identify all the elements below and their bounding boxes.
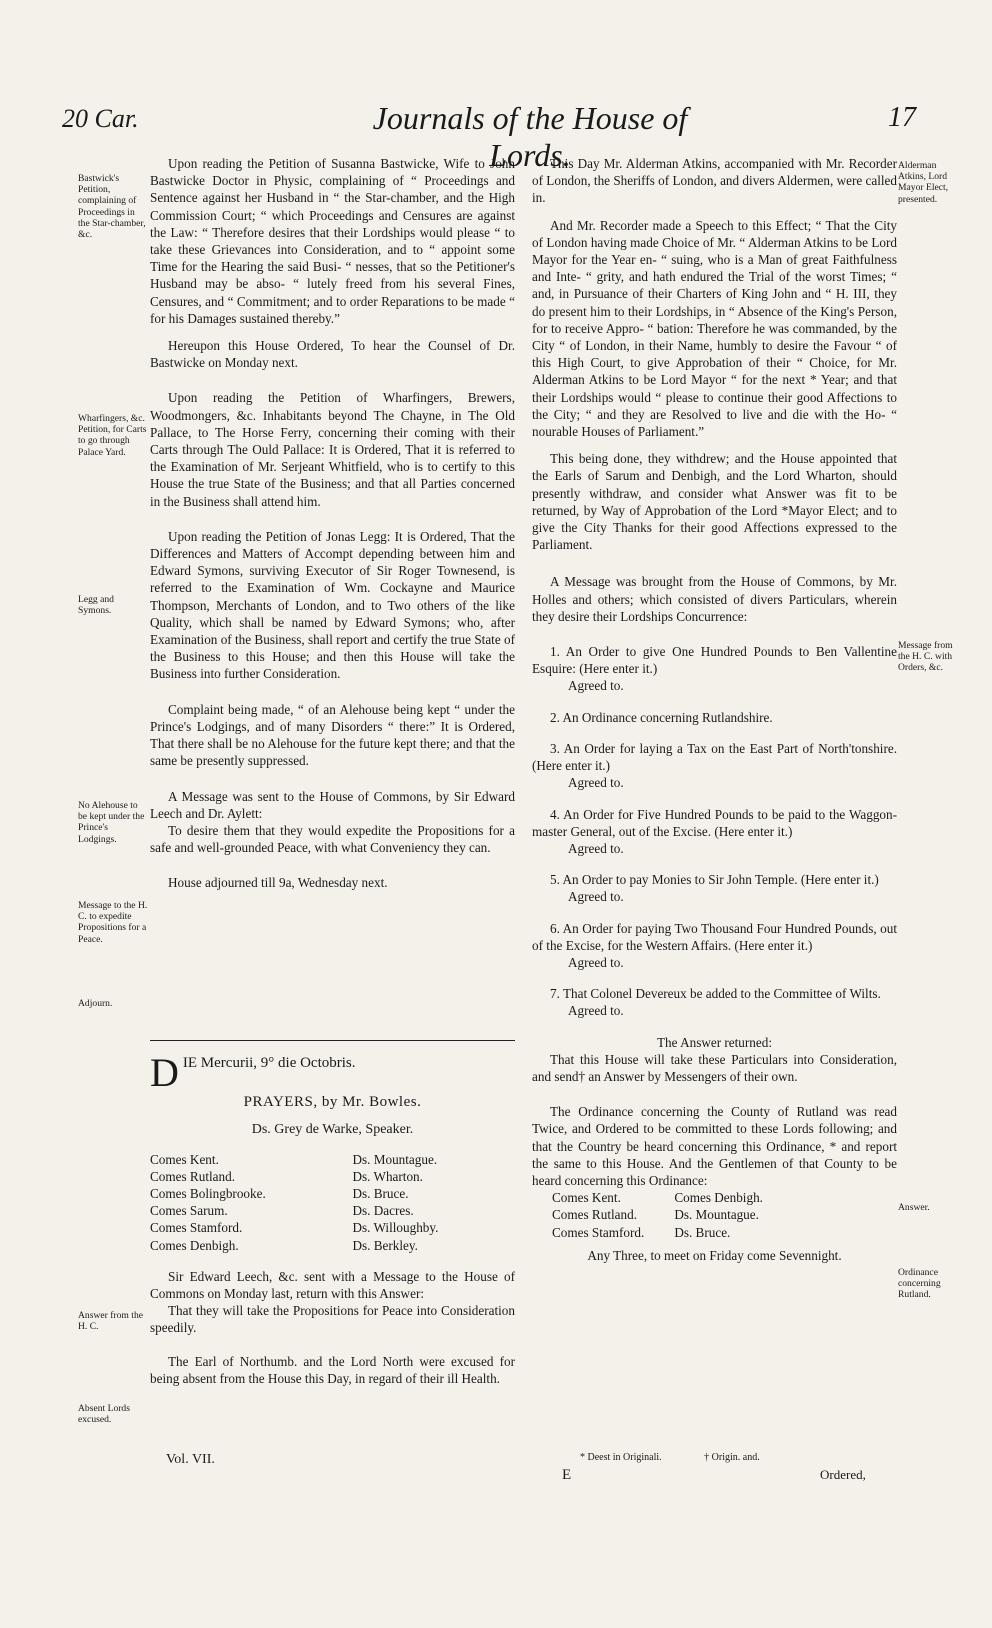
page-number: 17 bbox=[888, 102, 916, 133]
paragraph: A Message was brought from the House of Commons, by Mr. Holles and others; which consisted of divers Particulars, wherein they desire their Lordships Concurrence: bbox=[532, 574, 897, 624]
attendance-name: Ds. Willoughby. bbox=[352, 1220, 439, 1236]
attendance-name: Comes Denbigh. bbox=[150, 1237, 239, 1253]
paragraph: That they will take the Propositions for Peace into Consideration speedily. bbox=[150, 1303, 515, 1336]
paragraph: The Earl of Northumb. and the Lord North were excused for being absent from the House this Day, in regard of their ill Health. bbox=[150, 1353, 515, 1386]
footnotes bbox=[580, 1452, 800, 1463]
margin-note-wharfingers: Wharfingers, &c. Petition, for Carts to go through Palace Yard. bbox=[78, 413, 147, 458]
committee-name: Comes Stamford. bbox=[552, 1224, 645, 1240]
paragraph: This Day Mr. Alderman Atkins, accompanied with Mr. Recorder of London, the Sheriffs of London, and divers Aldermen, were called in. bbox=[532, 156, 897, 206]
message-item: 7. That Colonel Devereux be added to the Committee of Wilts. bbox=[550, 986, 881, 1002]
attendance-name: Ds. Wharton. bbox=[352, 1168, 423, 1184]
committee-domini bbox=[674, 1189, 763, 1241]
message-item: 4. An Order for Five Hundred Pounds to be paid to the Waggon-master General, out of the Excise. (Here enter it.) bbox=[532, 806, 897, 839]
margin-note-absent: Absent Lords excused. bbox=[78, 1403, 130, 1426]
attendance-domini bbox=[353, 1151, 516, 1254]
agreed-line: Agreed to. bbox=[568, 1003, 624, 1019]
attendance-name: Comes Rutland. bbox=[150, 1168, 235, 1184]
meeting-line: Any Three, to meet on Friday come Sevennight. bbox=[587, 1247, 842, 1263]
paragraph: The Ordinance concerning the County of Rutland was read Twice, and Ordered to be committed to these Lords following; and that the Country be heard concerning this Ordinance, * and report the same to this House. And the Gentlemen of that County to be heard concerning this Ordinance: bbox=[532, 1104, 897, 1188]
paragraph: Upon reading the Petition of Susanna Bastwicke, Wife to John Bastwicke Doctor in Physic, complaining of “ Proceedings and Sentence against her Husband in “ the Star-chamber, and the High Commission Court; “ which Proceedings and Censures are against the Law: “ Therefore desires that their Lordships would please “ to take these Grievances into Consideration, and to “ appoint some Time for the Hearing the said Busi- “ nesses, that so the Petitioner's Husband may be abso- “ lutely freed from his several Fines, Censures, and “ Commitment; and to order Reparations to be made “ for his Damages sustained thereby.” bbox=[150, 156, 515, 326]
running-title: Journals of the House of Lords. bbox=[372, 100, 688, 173]
attendance-list bbox=[150, 1151, 515, 1254]
paragraph: House adjourned till 9a, Wednesday next. bbox=[168, 875, 388, 891]
signature-mark: E bbox=[562, 1467, 572, 1483]
catchword: Ordered, bbox=[820, 1467, 866, 1482]
header-left: 20 Car. bbox=[62, 104, 139, 133]
margin-note-bastwick: Bastwick's Petition, complaining of Proceedings in the Star-chamber, &c. bbox=[78, 173, 146, 241]
footnote: † Origin. and. bbox=[704, 1452, 760, 1463]
message-item: 5. An Order to pay Monies to Sir John Temple. (Here enter it.) bbox=[550, 872, 879, 888]
attendance-name: Ds. Berkley. bbox=[352, 1237, 418, 1253]
volume-mark: Vol. VII. bbox=[166, 1452, 215, 1467]
attendance-name: Ds. Dacres. bbox=[352, 1203, 414, 1219]
committee-comites bbox=[552, 1189, 644, 1241]
paragraph: Hereupon this House Ordered, To hear the Counsel of Dr. Bastwicke on Monday next. bbox=[150, 338, 515, 371]
paragraph: This being done, they withdrew; and the House appointed that the Earls of Sarum and Denbigh, and the Lord Wharton, should presently withdraw, and consider what Answer was fit to be returned, by Way of Approbation of the Lord *Mayor Elect; and to give the City Thanks for their good Affections expressed to the Parliament. bbox=[532, 451, 897, 553]
committee-name: Ds. Bruce. bbox=[674, 1224, 731, 1240]
date-heading: DIE Mercurii, 9° die Octobris. bbox=[150, 1050, 356, 1095]
left-column-lower bbox=[150, 1050, 515, 1387]
speaker-line: Ds. Grey de Warke, Speaker. bbox=[251, 1122, 414, 1138]
footnote: * Deest in Originali. bbox=[580, 1452, 662, 1463]
attendance-name: Ds. Bruce. bbox=[352, 1186, 409, 1202]
message-item: 3. An Order for laying a Tax on the East Part of North'tonshire. (Here enter it.) bbox=[532, 740, 897, 774]
committee-list bbox=[532, 1189, 897, 1241]
margin-note-legg: Legg and Symons. bbox=[78, 594, 114, 617]
margin-note-message: Message to the H. C. to expedite Propositions for a Peace. bbox=[78, 900, 148, 945]
paragraph: Sir Edward Leech, &c. sent with a Message to the House of Commons on Monday last, return with this Answer: bbox=[150, 1268, 515, 1302]
agreed-line: Agreed to. bbox=[568, 840, 624, 856]
attendance-name: Comes Stamford. bbox=[150, 1220, 243, 1236]
left-column bbox=[150, 155, 515, 892]
margin-note-rutland: Ordinance concerning Rutland. bbox=[898, 1267, 941, 1301]
message-item: 2. An Ordinance concerning Rutlandshire. bbox=[550, 709, 773, 725]
agreed-line: Agreed to. bbox=[568, 678, 624, 694]
paragraph: Upon reading the Petition of Jonas Legg: It is Ordered, That the Differences and Matters of Accompt depending between him and Edward Symons, surviving Executor of Sir Roger Townesend, is referred to the Examination of Wm. Cockayne and Maurice Thompson, Merchants of London, and to Two others of the like Quality, which shall be named by Edward Symons; who, after Examination of the Business, shall report and certify the true State of the Business to this House; and then this House will take the Business into further Consideration. bbox=[150, 528, 515, 682]
margin-note-answer-right: Answer. bbox=[898, 1202, 930, 1213]
agreed-line: Agreed to. bbox=[568, 954, 624, 970]
message-item: 6. An Order for paying Two Thousand Four Hundred Pounds, out of the Excise, for the Western Affairs. (Here enter it.) bbox=[532, 920, 897, 953]
paragraph: A Message was sent to the House of Commons, by Sir Edward Leech and Dr. Aylett: bbox=[150, 788, 515, 821]
margin-note-answer: Answer from the H. C. bbox=[78, 1310, 144, 1333]
prayers-heading: PRAYERS, by Mr. Bowles. bbox=[243, 1094, 422, 1111]
margin-note-mayor: Alderman Atkins, Lord Mayor Elect, presented. bbox=[898, 160, 949, 205]
committee-name: Comes Rutland. bbox=[552, 1207, 637, 1223]
margin-note-adjourn: Adjourn. bbox=[78, 998, 113, 1009]
message-item: 1. An Order to give One Hundred Pounds to Ben Vallentine Esquire: (Here enter it.) bbox=[532, 644, 897, 677]
answer-heading: The Answer returned: bbox=[657, 1034, 772, 1050]
agreed-line: Agreed to. bbox=[568, 775, 624, 791]
committee-name: Comes Denbigh. bbox=[674, 1190, 763, 1206]
drop-cap: D bbox=[150, 1050, 179, 1095]
attendance-name: Comes Kent. bbox=[150, 1151, 219, 1167]
agreed-line: Agreed to. bbox=[568, 889, 624, 905]
attendance-name: Comes Bolingbrooke. bbox=[150, 1186, 266, 1202]
paragraph: Complaint being made, “ of an Alehouse being kept “ under the Prince's Lodgings, and of many Disorders “ there:” It is Ordered, That there shall be no Alehouse for the future kept there; and that the same be presently suppressed. bbox=[150, 701, 515, 769]
paragraph: To desire them that they would expedite the Propositions for a safe and well-grounded Peace, with what Conveniency they can. bbox=[150, 822, 515, 856]
attendance-name: Comes Sarum. bbox=[150, 1203, 228, 1219]
committee-name: Ds. Mountague. bbox=[674, 1207, 759, 1223]
attendance-comites bbox=[150, 1151, 313, 1254]
committee-name: Comes Kent. bbox=[552, 1190, 621, 1206]
right-column bbox=[532, 155, 897, 1264]
paragraph: Upon reading the Petition of Wharfingers, Brewers, Woodmongers, &c. Inhabitants beyond The Chayne, in The Old Pallace, to The Horse Ferry, concerning their coming with their Carts through The Ould Pallace: It is Ordered, That it is referred to the Examination of Mr. Serjeant Whitfield, who is to certify to this House the true State of the Business; and that all Parties concerned in the Business shall attend him. bbox=[150, 390, 515, 509]
margin-note-alehouse: No Alehouse to be kept under the Prince's Lodgings. bbox=[78, 800, 145, 845]
paragraph: And Mr. Recorder made a Speech to this Effect; “ That the City of London having made Choice of Mr. “ Alderman Atkins to be Lord Mayor for the Year en- “ suing, who is a Man of great Faithfulness and Inte- “ grity, and hath endured the Trial of the worst Times; “ and, in Pursuance of their Charters of King John and “ H. III, they do present him to their Lordships, in “ Absence of the King's Person, for to receive Appro- “ bation: Therefore he was commanded, by the City “ of London, in their Name, humbly to desire the Favour “ of this High Court, to give Approbation of their “ Choice, for Mr. Alderman Atkins to be Lord Mayor “ for the next * Year; and that their Lordships would “ please to continue their good Affections to the City; “ and they are Resolved to live and die with the Ho- “ nourable Houses of Parliament.” bbox=[532, 217, 897, 440]
margin-note-commons: Message from the H. C. with Orders, &c. bbox=[898, 640, 953, 674]
section-divider bbox=[150, 1040, 515, 1041]
message-items bbox=[532, 643, 897, 1019]
attendance-name: Ds. Mountague. bbox=[352, 1151, 438, 1167]
paragraph: That this House will take these Particulars into Consideration, and send† an Answer by Messengers of their own. bbox=[532, 1051, 897, 1084]
